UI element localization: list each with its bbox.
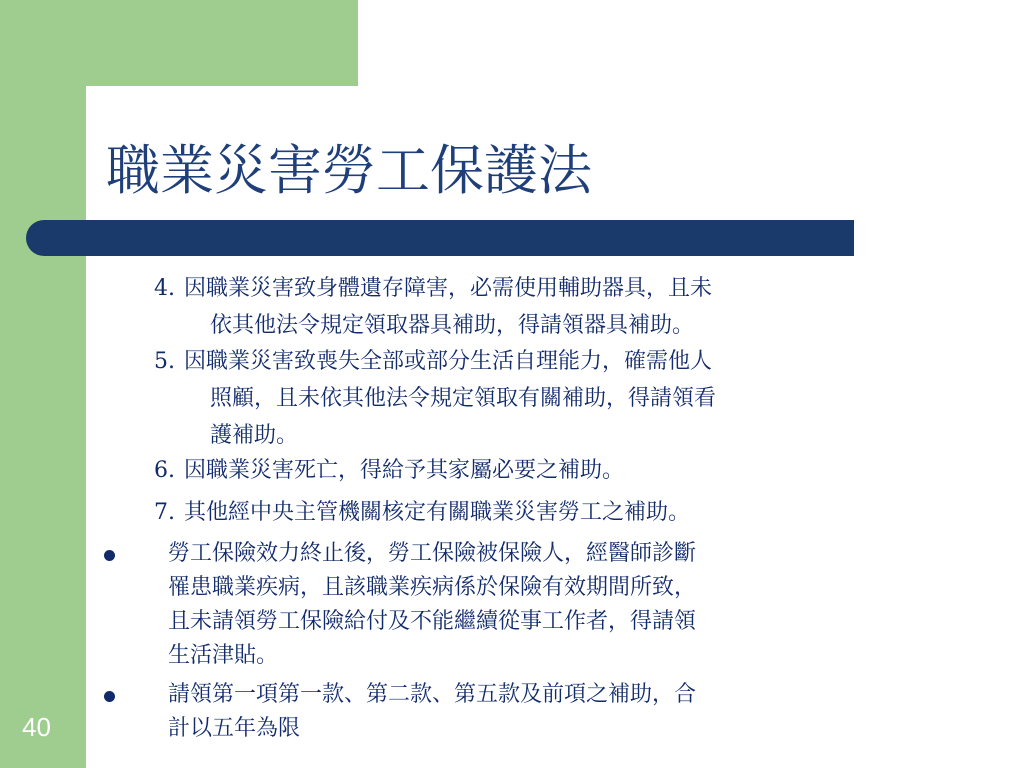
bullet-line: 且未請領勞工保險給付及不能繼續從事工作者，得請領 — [168, 609, 697, 634]
page-number: 40 — [22, 712, 51, 742]
list-item-line: 照顧，且未依其他法令規定領取有關補助，得請領看 — [210, 386, 717, 411]
list-item-line — [154, 494, 944, 531]
list-item-number: 7. — [154, 500, 175, 525]
bullet-line: 生活津貼。 — [168, 643, 279, 668]
bullet-icon — [104, 550, 115, 561]
bullet-line: 罹患職業疾病，且該職業疾病係於保險有效期間所致， — [168, 575, 697, 600]
bullet-line: 計以五年為限 — [168, 716, 301, 741]
list-item-4 — [154, 270, 944, 344]
list-item-5 — [154, 343, 944, 454]
bullet-line: 勞工保險效力終止後，勞工保險被保險人，經醫師診斷 — [168, 541, 697, 566]
bullet-line: 請領第一項第一款、第二款、第五款及前項之補助，合 — [168, 682, 697, 707]
list-item-line: 護補助。 — [210, 423, 299, 448]
bullet-icon — [104, 691, 115, 702]
list-item-text: 其他經中央主管機關核定有關職業災害勞工之補助。 — [184, 500, 691, 525]
list-item-line — [154, 452, 944, 489]
list-item-6 — [154, 452, 944, 489]
list-item-line — [154, 270, 944, 307]
list-item-number: 5. — [154, 349, 175, 374]
bullet-text — [168, 678, 696, 746]
list-item-text: 因職業災害死亡，得給予其家屬必要之補助。 — [184, 458, 625, 483]
list-item-text: 因職業災害致身體遺存障害，必需使用輔助器具，且未 — [184, 276, 713, 301]
list-item-line — [154, 343, 944, 380]
list-item-7 — [154, 494, 944, 531]
bullet-text — [168, 537, 696, 673]
list-item-line: 依其他法令規定領取器具補助，得請領器具補助。 — [210, 313, 695, 338]
list-item-number: 4. — [154, 276, 175, 301]
slide-title: 職業災害勞工保護法 — [106, 139, 592, 202]
list-item-text: 因職業災害致喪失全部或部分生活自理能力，確需他人 — [184, 349, 713, 374]
list-item-number: 6. — [154, 458, 175, 483]
